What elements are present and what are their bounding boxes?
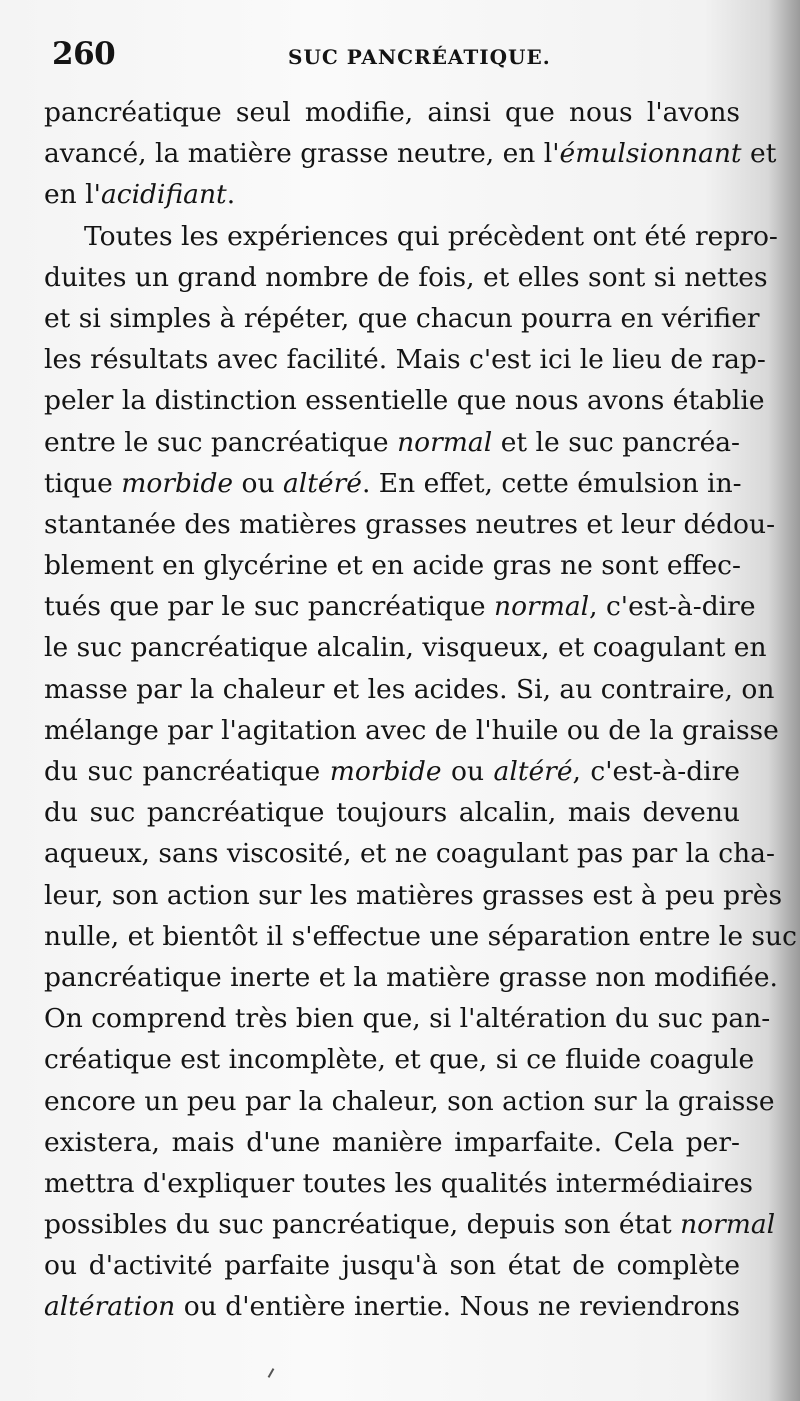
page-number: 260 — [52, 36, 116, 72]
text-span: encore un peu par la chaleur, son action sur la graisse — [44, 1085, 775, 1117]
text-line — [44, 1039, 755, 1080]
text-span: . — [226, 179, 236, 211]
text-span: nulle, et bientôt il s'effectue une séparation entre le suc — [44, 920, 797, 952]
text-span: entre le suc pancréatique — [44, 426, 398, 458]
text-span: les résultats avec facilité. Mais c'est ici le lieu de rap- — [44, 344, 766, 376]
body-text — [44, 92, 797, 1328]
text-span: et le suc pancréa- — [492, 426, 740, 458]
text-span: créatique est incomplète, et que, si ce fluide coagule — [44, 1044, 755, 1076]
text-span: du suc pancréatique toujours alcalin, mais devenu — [44, 797, 740, 829]
text-span: aqueux, sans viscosité, et ne coagulant pas par la cha- — [44, 838, 775, 870]
text-span: ou d'entière inertie. Nous ne reviendrons — [175, 1291, 740, 1323]
text-span: et si simples à répéter, que chacun pourra en vérifier — [44, 302, 760, 334]
italic-text: acidifiant — [100, 179, 227, 211]
text-line — [44, 916, 797, 957]
text-line — [44, 380, 765, 421]
text-span: mettra d'expliquer toutes les qualités intermédiaires — [44, 1167, 753, 1199]
ink-mark — [268, 1368, 275, 1378]
text-line — [44, 174, 740, 215]
running-head: SUC PANCRÉATIQUE. — [288, 45, 551, 69]
text-line — [44, 298, 760, 339]
text-span: leur, son action sur les matières grasses est à peu près — [44, 879, 783, 911]
text-line — [44, 1163, 753, 1204]
text-span: du suc pancréatique — [44, 756, 330, 787]
text-span: le suc pancréatique alcalin, visqueux, et coagulant en — [44, 632, 767, 664]
italic-text: normal — [397, 426, 493, 458]
italic-text: altéré — [282, 467, 362, 499]
text-span: ou — [441, 756, 494, 787]
text-line — [44, 1204, 776, 1245]
text-span: pancréatique seul modifie, ainsi que nous l'avons — [44, 97, 740, 128]
italic-text: morbide — [329, 756, 442, 787]
text-line — [44, 1245, 740, 1286]
text-span: ou — [233, 467, 283, 499]
text-line — [44, 792, 740, 833]
text-line — [44, 92, 740, 133]
text-line — [44, 545, 740, 586]
text-line — [44, 133, 777, 174]
text-line — [44, 422, 740, 463]
text-line — [44, 998, 771, 1039]
text-span: possibles du suc pancréatique, depuis son état — [44, 1209, 681, 1241]
text-span: tique — [44, 467, 122, 499]
text-span: ou d'activité parfaite jusqu'à son état de complète — [44, 1250, 740, 1282]
text-span: On comprend très bien que, si l'altération du suc pan- — [44, 1003, 771, 1035]
text-line — [44, 1081, 775, 1122]
text-line — [44, 957, 778, 998]
text-line — [44, 833, 775, 874]
text-span: . En effet, cette émulsion in- — [361, 467, 742, 499]
text-span: avancé, la matière grasse neutre, en l' — [44, 138, 560, 170]
text-span: existera, mais d'une manière imparfaite. Cela per- — [44, 1126, 740, 1158]
text-line — [44, 257, 768, 298]
text-line — [44, 669, 775, 710]
text-span: mélange par l'agitation avec de l'huile ou de la graisse — [44, 714, 779, 746]
text-span: , c'est-à-dire — [589, 591, 756, 623]
text-line — [44, 751, 740, 792]
italic-text: normal — [494, 591, 590, 623]
text-line — [44, 463, 740, 504]
text-span: tués que par le suc pancréatique — [44, 591, 495, 623]
text-span: duites un grand nombre de fois, et elles sont si nettes — [44, 261, 768, 293]
text-span: blement en glycérine et en acide gras ne sont effec- — [44, 550, 741, 582]
text-line — [44, 627, 767, 668]
text-span: pancréatique inerte et la matière grasse non modifiée. — [44, 961, 778, 993]
text-line — [44, 875, 783, 916]
text-line — [44, 1122, 740, 1163]
text-span: , c'est-à-dire — [572, 756, 740, 787]
text-line — [44, 504, 776, 545]
italic-text: altéré — [493, 756, 573, 787]
italic-text: morbide — [121, 467, 234, 499]
italic-text: altération — [44, 1291, 176, 1323]
text-line — [44, 339, 766, 380]
text-line — [44, 1286, 740, 1327]
text-span: Toutes les expériences qui précèdent ont été repro- — [84, 220, 778, 252]
page-header — [52, 36, 760, 76]
text-span: et — [741, 138, 777, 170]
text-line — [44, 216, 778, 257]
text-span: peler la distinction essentielle que nous avons établie — [44, 385, 765, 417]
text-line — [44, 586, 756, 627]
italic-text: normal — [680, 1209, 776, 1241]
text-line — [44, 710, 779, 751]
text-span: en l' — [44, 179, 101, 211]
italic-text: émulsionnant — [559, 138, 742, 170]
text-span: masse par la chaleur et les acides. Si, au contraire, on — [44, 673, 775, 705]
text-span: stantanée des matières grasses neutres et leur dédou- — [44, 508, 776, 540]
